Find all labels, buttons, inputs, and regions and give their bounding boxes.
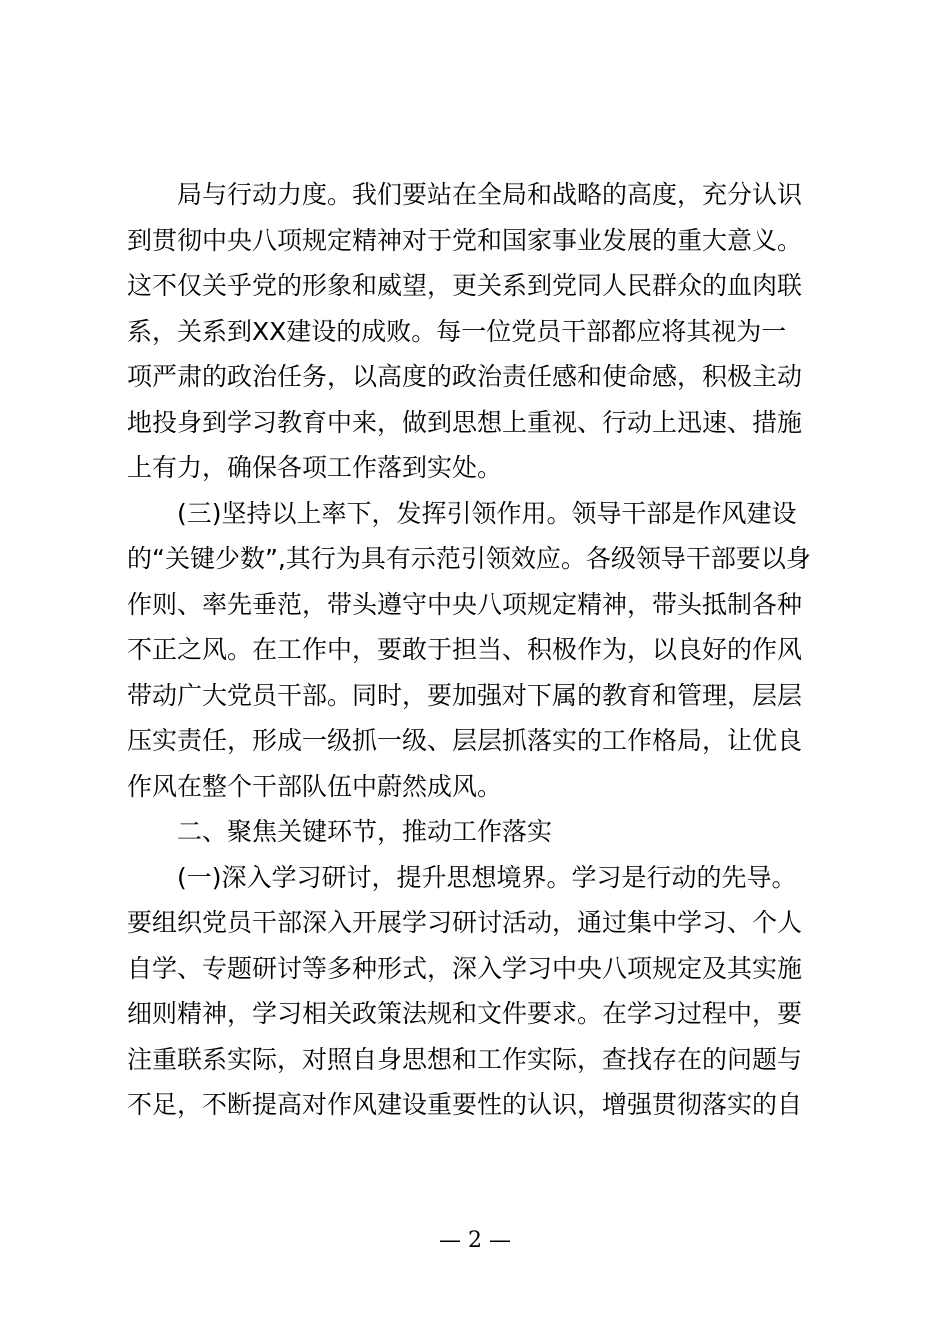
text-line: 的“关键少数”,其行为具有示范引领效应。各级领导干部要以身: [127, 544, 811, 573]
text-line: 细则精神，学习相关政策法规和文件要求。在学习过程中，要: [127, 999, 803, 1028]
text-line: 不正之风。在工作中，要敢于担当、积极作为，以良好的作风: [127, 635, 803, 664]
text-line: 作则、率先垂范，带头遵守中央八项规定精神，带头抵制各种: [127, 589, 803, 619]
text-line: 系，关系到XX建设的成败。每一位党员干部都应将其视为一: [127, 316, 787, 346]
text-line: 带动广大党员干部。同时，要加强对下属的教育和管理，层层: [127, 680, 803, 710]
text-line: 不足，不断提高对作风建设重要性的认识，增强贯彻落实的自: [127, 1090, 803, 1119]
body-text: [127, 172, 829, 1128]
section-heading: 二、聚焦关键环节，推动工作落实: [177, 817, 553, 846]
text-line: (三)坚持以上率下，发挥引领作用。领导干部是作风建设: [177, 498, 797, 528]
text-line: (一)深入学习研讨，提升思想境界。学习是行动的先导。: [177, 862, 797, 892]
text-line: 局与行动力度。我们要站在全局和战略的高度，充分认识: [177, 180, 803, 209]
text-line: 要组织党员干部深入开展学习研讨活动，通过集中学习、个人: [127, 908, 803, 937]
text-line: 地投身到学习教育中来，做到思想上重视、行动上迅速、措施: [127, 407, 803, 437]
page-number: — 2 —: [439, 1228, 511, 1253]
text-line: 到贯彻中央八项规定精神对于党和国家事业发展的重大意义。: [127, 225, 803, 255]
text-line: 这不仅关乎党的形象和威望，更关系到党同人民群众的血肉联: [127, 271, 803, 300]
text-line: 压实责任，形成一级抓一级、层层抓落实的工作格局，让优良: [127, 726, 803, 755]
text-line: 上有力，确保各项工作落到实处。: [127, 453, 503, 482]
text-line: 注重联系实际，对照自身思想和工作实际，查找存在的问题与: [127, 1044, 803, 1074]
text-line: 项严肃的政治任务，以高度的政治责任感和使命感，积极主动: [127, 362, 803, 391]
text-line: 作风在整个干部队伍中蔚然成风。: [127, 771, 503, 801]
text-line: 自学、专题研讨等多种形式，深入学习中央八项规定及其实施: [127, 953, 803, 983]
